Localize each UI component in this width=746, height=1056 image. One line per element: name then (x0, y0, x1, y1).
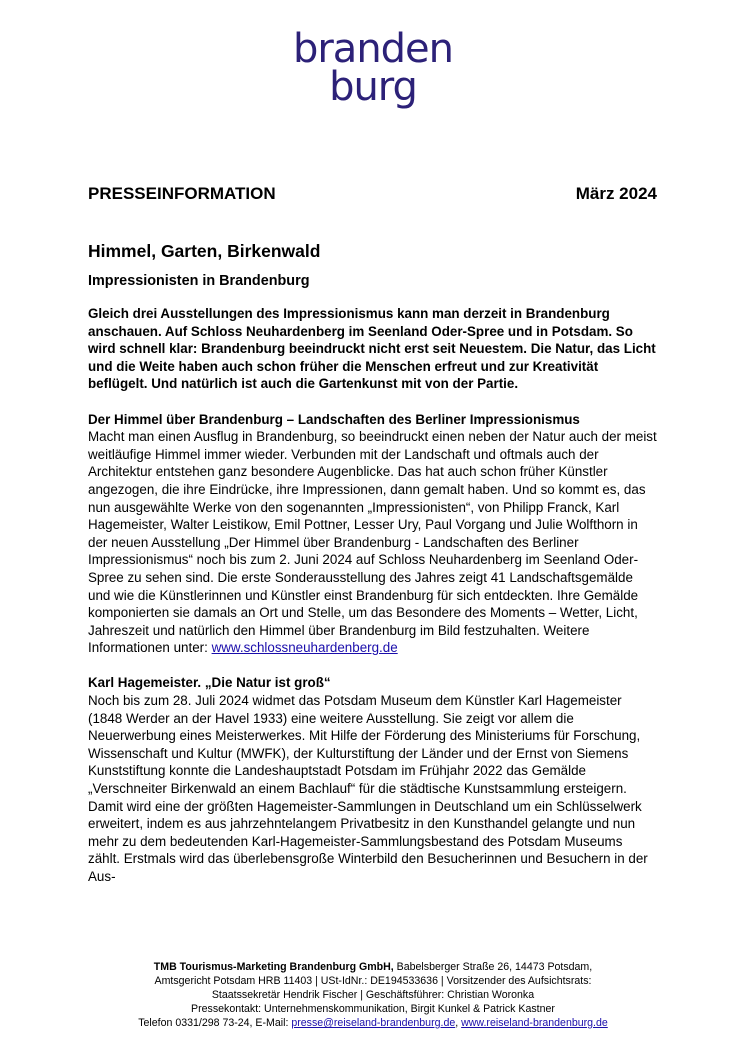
page-footer (60, 960, 686, 1030)
lead-paragraph: Gleich drei Ausstellungen des Impressionismus kann man derzeit in Brandenburg anschauen. Auf Schloss Neuhardenberg im Seenland Oder-Spree und in Potsdam. So wird schnell klar: Brandenburg beeindruckt nicht erst seit Neuestem. Die Natur, das Licht und die Weite haben auch schon früher die Menschen erfreut und zur Kreativität beflügelt. Und natürlich ist auch die Gartenkunst mit von der Partie. (88, 306, 656, 392)
footer-address: Babelsberger Straße 26, 14473 Potsdam, (393, 961, 593, 973)
page-title: Himmel, Garten, Birkenwald (88, 241, 321, 261)
section-heading: Der Himmel über Brandenburg – Landschaften des Berliner Impressionismus (88, 411, 580, 427)
footer-line-3: Staatssekretär Hendrik Fischer | Geschäftsführer: Christian Woronka (211, 989, 535, 1001)
schlossneuhardenberg-link[interactable]: www.schlossneuhardenberg.de (211, 640, 398, 656)
section-text: Noch bis zum 28. Juli 2024 widmet das Potsdam Museum dem Künstler Karl Hagemeister (1848 Werder an der Havel 1933) eine weitere Ausstellung. Sie zeigt vor allem die Neuerwerbung eines Meisterwerkes. Mit Hilfe der Förderung des Ministeriums für Forschung, Wissenschaft und Kultur (MWFK), der Kulturstiftung der Länder und der Ernst von Siemens Kunststiftung konnte die Landeshauptstadt Potsdam im Frühjahr 2022 das Gemälde „Verschneiter Birkenwald an einem Bachlauf“ für die städtische Kunstsammlung ersteigern. Damit wird eine der größten Hagemeister-Sammlungen in Deutschland um ein Schlüsselwerk erweitert, indem es aus jahrzehntelangem Privatbesitz in den Kunsthandel gelangte und nun mehr zu dem bedeutenden Karl-Hagemeister-Sammlungsbestand des Potsdam Museums zählt. Erstmals wird das überlebensgroße Winterbild den Besucherinnen und Besuchern in der Aus- (88, 693, 648, 884)
logo-line-1: branden (292, 26, 454, 72)
press-date: März 2024 (575, 184, 657, 203)
section-text: Macht man einen Ausflug in Brandenburg, so beeindruckt einen neben der Natur auch der meist weitläufige Himmel immer wieder. Verbunden mit der Landschaft und oftmals auch der Architektur entstehen ganz besondere Augenblicke. Das hat auch schon früher Künstler angezogen, die ihre Eindrücke, ihre Impressionen, dann gemalt haben. Und so kommt es, das nun ausgewählte Werke von den sogenannten „Impressionisten“, von Philipp Franck, Karl Hagemeister, Walter Leistikow, Emil Pottner, Lesser Ury, Paul Vorgang und Julie Wolfthorn in der neuen Ausstellung „Der Himmel über Brandenburg - Landschaften des Berliner Impressionismus“ noch bis zum 2. Juni 2024 auf Schloss Neuhardenberg im Seenland Oder-Spree zu sehen sind. Die erste Sonderausstellung des Jahres zeigt 41 Landschaftsgemälde und wie die Künstlerinnen und Künstler einst Brandenburg für sich entdeckten. Ihre Gemälde komponierten sie damals an Ort und Stelle, um das Besondere des Moments – Wetter, Licht, Jahreszeit und natürlich den Himmel über Brandenburg im Bild festzuhalten. Weitere Informationen unter: (88, 429, 657, 656)
article-body (88, 305, 657, 903)
press-header (88, 184, 657, 204)
section-heading: Karl Hagemeister. „Die Natur ist groß“ (88, 675, 331, 691)
footer-line-4: Pressekontakt: Unternehmenskommunikation, Birgit Kunkel & Patrick Kastner (191, 1003, 555, 1015)
logo-line-2: burg (329, 64, 417, 110)
footer-line-2: Amtsgericht Potsdam HRB 11403 | USt-IdNr.: DE194533636 | Vorsitzender des Aufsichtsrats: (154, 975, 592, 987)
page-subtitle: Impressionisten in Brandenburg (88, 273, 310, 289)
section-neuhardenberg (88, 411, 657, 657)
footer-line-1 (60, 960, 686, 974)
footer-phone: Telefon 0331/298 73-24, E-Mail: (138, 1017, 292, 1029)
footer-separator: , (455, 1017, 462, 1029)
section-hagemeister (88, 674, 657, 885)
footer-line-5 (60, 1016, 686, 1030)
footer-email-link[interactable]: presse@reiseland-brandenburg.de (291, 1017, 456, 1029)
press-label: PRESSEINFORMATION (88, 184, 276, 203)
brandenburg-logo (0, 26, 746, 110)
footer-website-link[interactable]: www.reiseland-brandenburg.de (461, 1017, 608, 1029)
footer-company: TMB Tourismus-Marketing Brandenburg GmbH, (153, 961, 394, 973)
